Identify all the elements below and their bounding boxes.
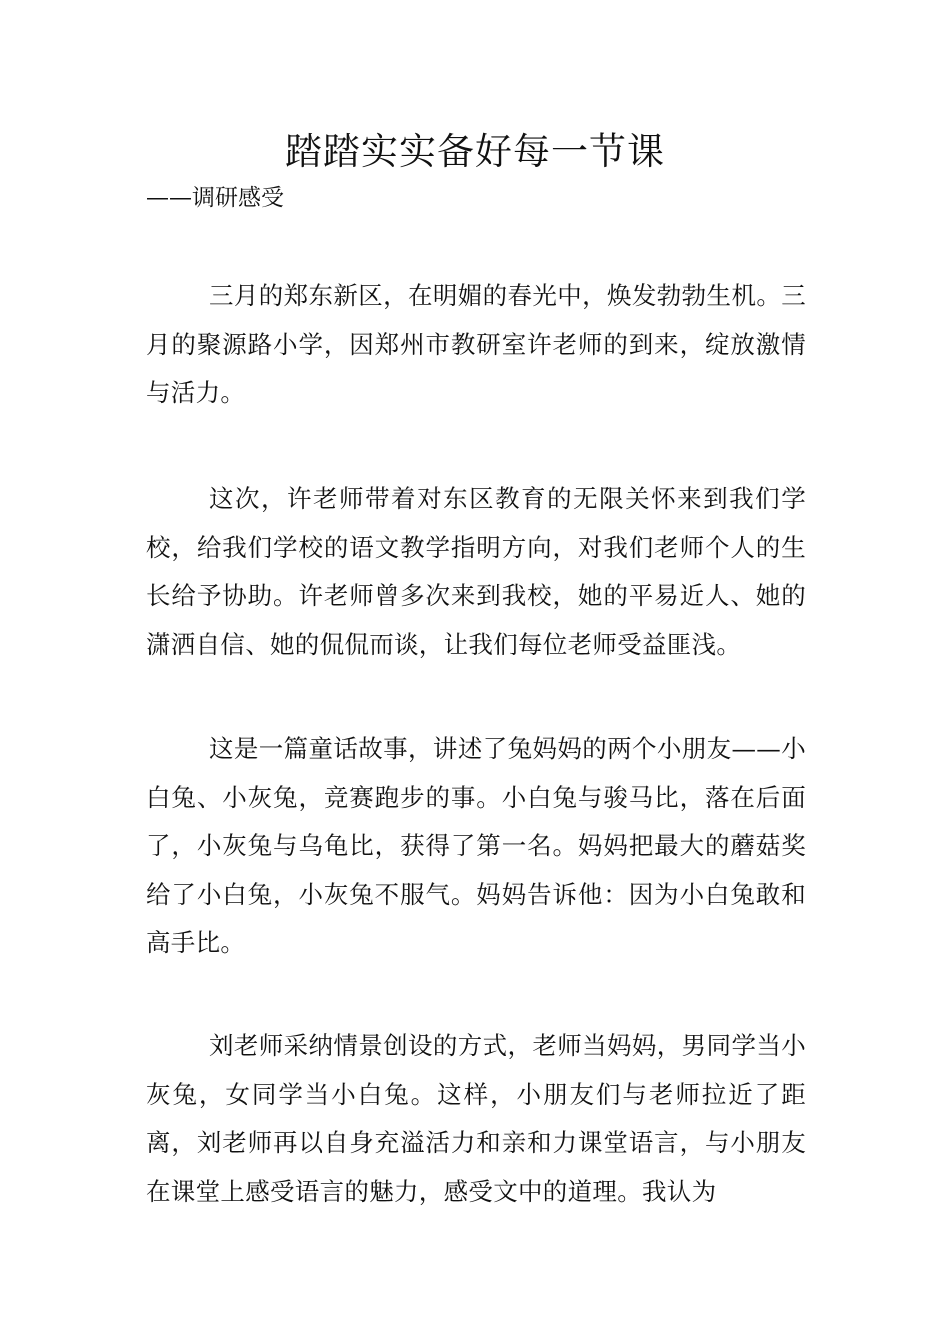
document-title: 踏踏实实备好每一节课 — [285, 130, 665, 173]
document-subtitle: ——调研感受 — [146, 185, 284, 211]
paragraph-4: 刘老师采纳情景创设的方式，老师当妈妈，男同学当小灰兔，女同学当小白兔。这样，小朋友们与老师拉近了距离，刘老师再以自身充溢活力和亲和力课堂语言，与小朋友在课堂上感受语言的魅力，感受文中的道理。我认为 — [146, 1031, 806, 1206]
paragraph-3: 这是一篇童话故事，讲述了兔妈妈的两个小朋友——小白兔、小灰兔，竞赛跑步的事。小白兔与骏马比，落在后面了，小灰兔与乌龟比，获得了第一名。妈妈把最大的蘑菇奖给了小白兔，小灰兔不服气。妈妈告诉他：因为小白兔敢和高手比。 — [146, 734, 806, 957]
paragraph-1: 三月的郑东新区，在明媚的春光中，焕发勃勃生机。三月的聚源路小学，因郑州市教研室许老师的到来，绽放激情与活力。 — [146, 281, 806, 407]
paragraph-2: 这次，许老师带着对东区教育的无限关怀来到我们学校，给我们学校的语文教学指明方向，对我们老师个人的生长给予协助。许老师曾多次来到我校，她的平易近人、她的潇洒自信、她的侃侃而谈，让我们每位老师受益匪浅。 — [146, 484, 806, 659]
